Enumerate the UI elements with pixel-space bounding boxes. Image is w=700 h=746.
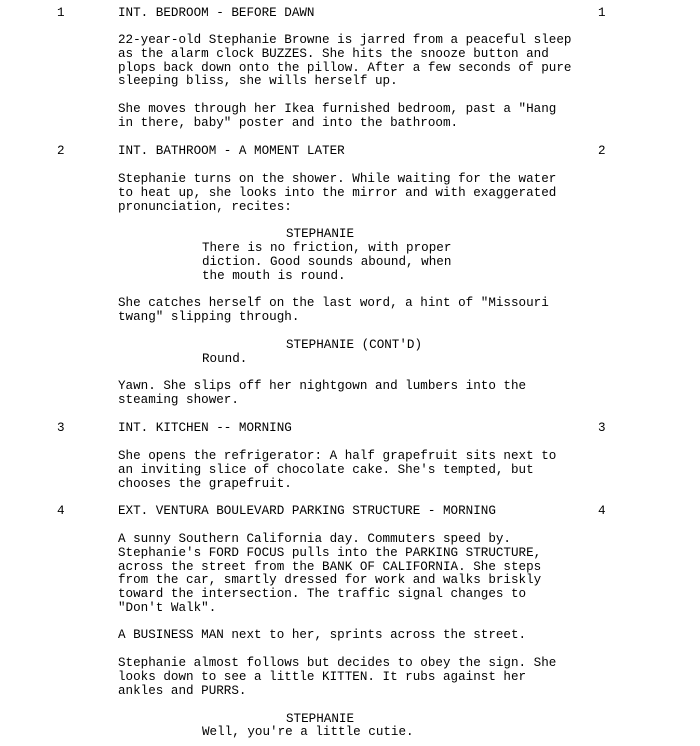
scene-number-right: 4 (598, 504, 606, 518)
scene-2 (0, 144, 700, 407)
action-paragraph: Stephanie turns on the shower. While waiting for the water to heat up, she looks into the mirror and with exaggerated pronunciation, recites: (118, 172, 557, 214)
scene-number-right: 2 (598, 144, 606, 158)
action-paragraph: 22-year-old Stephanie Browne is jarred from a peaceful sleep as the alarm clock BUZZES. She hits the snooze button and plops back down onto the pillow. After a few seconds of pure sleeping bliss, she wills herself up. (118, 33, 572, 89)
action-paragraph: She opens the refrigerator: A half grapefruit sits next to an inviting slice of chocolate cake. She's tempted, but chooses the grapefruit. (118, 449, 557, 491)
scene-number-left: 1 (57, 6, 65, 20)
dialogue: There is no friction, with proper diction. Good sounds abound, when the mouth is round. (202, 241, 452, 283)
scene-number-left: 2 (57, 144, 65, 158)
dialogue: Well, you're a little cutie. (202, 725, 414, 739)
scene-heading (0, 422, 700, 436)
scene-1 (0, 6, 700, 130)
scene-4 (0, 504, 700, 739)
character-name: STEPHANIE (286, 712, 355, 726)
scene-number-right: 3 (598, 421, 606, 435)
action-paragraph: A BUSINESS MAN next to her, sprints across the street. (118, 628, 527, 642)
character-name: STEPHANIE (CONT'D) (286, 338, 423, 352)
scene-number-right: 1 (598, 6, 606, 20)
dialogue: Round. (202, 352, 248, 366)
action-paragraph: She moves through her Ikea furnished bedroom, past a "Hang in there, baby" poster and into the bathroom. (118, 102, 557, 130)
scene-heading (0, 505, 700, 519)
action-paragraph: Yawn. She slips off her nightgown and lumbers into the steaming shower. (118, 379, 527, 407)
scene-heading-text: INT. BEDROOM - BEFORE DAWN (118, 6, 315, 20)
scene-heading-text: INT. KITCHEN -- MORNING (118, 421, 292, 435)
character-name: STEPHANIE (286, 227, 355, 241)
scene-heading (0, 7, 700, 21)
scene-number-left: 4 (57, 504, 65, 518)
action-paragraph: She catches herself on the last word, a hint of "Missouri twang" slipping through. (118, 296, 549, 324)
scene-number-left: 3 (57, 421, 65, 435)
scene-heading (0, 145, 700, 159)
action-paragraph: A sunny Southern California day. Commuters speed by. Stephanie's FORD FOCUS pulls into the PARKING STRUCTURE, across the street from the BANK OF CALIFORNIA. She steps from the car, smartly dressed for work and walks briskly toward the intersection. The traffic signal changes to "Don't Walk". (118, 532, 542, 615)
action-paragraph: Stephanie almost follows but decides to obey the sign. She looks down to see a little KITTEN. It rubs against her ankles and PURRS. (118, 656, 557, 698)
scene-heading-text: EXT. VENTURA BOULEVARD PARKING STRUCTURE - MORNING (118, 504, 496, 518)
scene-3 (0, 421, 700, 491)
scene-heading-text: INT. BATHROOM - A MOMENT LATER (118, 144, 345, 158)
